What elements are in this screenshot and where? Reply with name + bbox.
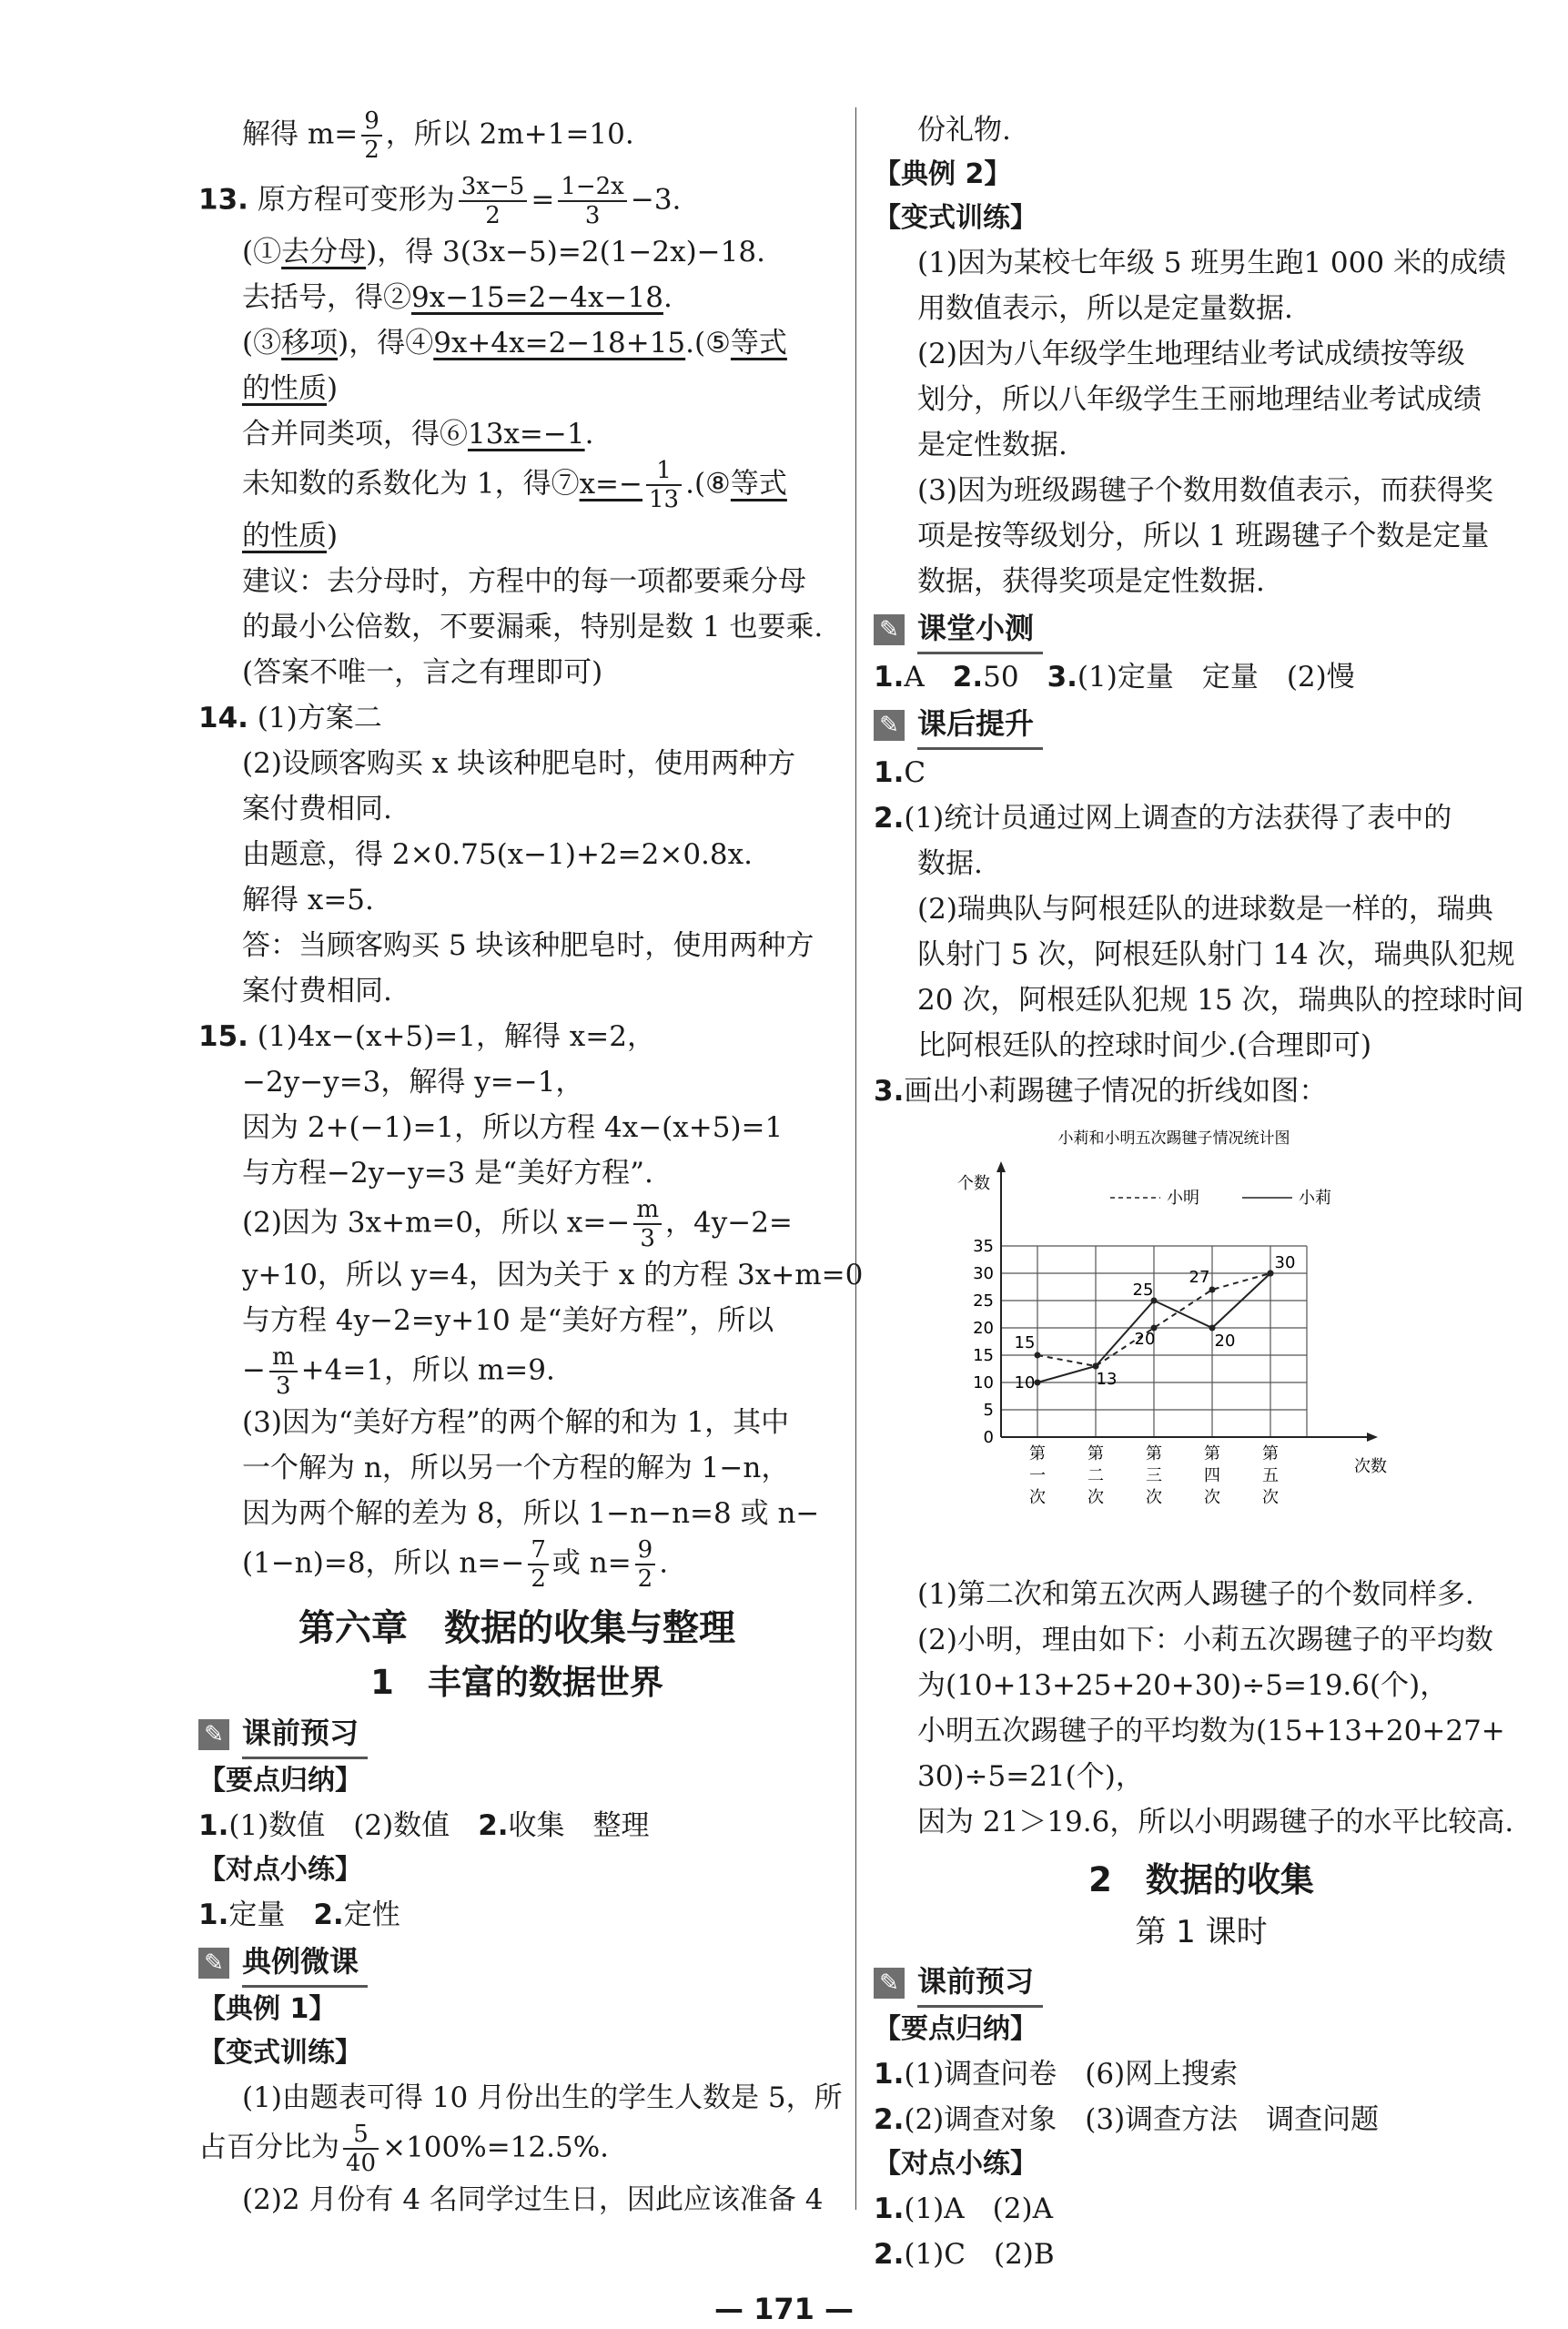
chart-title: 小莉和小明五次踢毽子情况统计图 <box>1057 1129 1290 1148</box>
q12-conclusion: 解得 m= $\frac{9}{2}$ ，所以 2m+1=10. <box>242 107 634 164</box>
section-title-2: 2 数据的收集 <box>1088 1860 1314 1899</box>
y-tick-label: 35 <box>973 1237 994 1256</box>
x-tick-label: 二 <box>1087 1466 1104 1485</box>
tag-variant-training: 【变式训练】 <box>198 2037 362 2069</box>
x-tick-label: 第 <box>1087 1444 1104 1463</box>
column-divider <box>855 107 856 2210</box>
y-tick-label: 15 <box>973 1346 994 1365</box>
section-bar-preview-2: ✎ 课前预习 <box>874 1958 1529 2008</box>
data-label: 10 <box>1014 1373 1036 1392</box>
section-title: 1 丰富的数据世界 <box>370 1663 663 1702</box>
tag-practice-2: 【对点小练】 <box>874 2148 1037 2180</box>
x-tick-label: 三 <box>1146 1466 1162 1485</box>
page-number: — 171 — <box>713 2292 855 2326</box>
pencil-icon: ✎ <box>874 1968 905 1999</box>
right-column: 份礼物. 【典例 2】 【变式训练】 (1)因为某校七年级 5 班男生跑1 000 米的成绩 用数值表示，所以是定量数据. (2)因为八年级学生地理结业考试成绩按等级 划分，所以八年级学生王丽地理结业考试成绩 是定性数据. (3)因为班级踢毽子个数用数值表示，而获得奖 项是按等级划分，所以 1 班踢毽子个数是定量 数据，获得奖项是定性数据. ✎ 课堂小测 1.A 2.50 3.(1)定量 定量 (2)慢 ✎ 课后提升 1.C 2.(1)统计员通过网上调查的方法获得了表中的 数据. (2)瑞典队与阿根廷队的进球数是一样的，瑞典 队射门 5 次，阿根廷队射门 14 次，瑞典队犯规 20 次，阿根廷队犯规 15 次，瑞典队的控球时间 比阿根廷队的控球时间少.(合理即可) 3.画出小莉踢毽子情况的折线如图： 小莉和小明五次踢毽子情况统计图 0 5 10 15 20 25 30 35 个数 次数 第 一 次 第 二 次 第 三 次 第 四 次 第 五 次 小明 小莉 15 20 27 10 13 25 20 30 (1)第二次和第五次两人踢毽子的个数同样多. (2)小明，理由如下：小莉五次踢毽子的平均数 为(10+13+25+20+30)÷5=19.6(个)， 小明五次踢毽子的平均数为(15+13+20+27+ 30)÷5=21(个)， 因为 21＞19.6，所以小明踢毽子的水平比较高. 2 数据的收集 第 1 课时 ✎ 课前预习 【要点归纳】 1.(1)调查问卷 (6)网上搜索 2.(2)调查对象 (3)调查方法 调查问题 【对点小练】 1.(1)A (2)A 2.(1)C (2)B <box>874 107 1529 2277</box>
x-tick-label: 次 <box>1146 1488 1162 1507</box>
data-label: 25 <box>1132 1281 1154 1300</box>
line-chart <box>946 1123 1529 1564</box>
y-tick-label: 5 <box>983 1401 994 1420</box>
x-axis-arrow <box>1367 1433 1378 1442</box>
x-tick-label: 第 <box>1204 1444 1220 1463</box>
x-tick-label: 第 <box>1262 1444 1279 1463</box>
x-tick-label: 次 <box>1029 1488 1046 1507</box>
legend-label: 小莉 <box>1299 1189 1331 1208</box>
tag-practice: 【对点小练】 <box>198 1854 362 1886</box>
data-label: 20 <box>1214 1332 1236 1351</box>
y-axis-arrow <box>996 1161 1006 1172</box>
legend-label: 小明 <box>1167 1189 1199 1208</box>
question-13: 13. 原方程可变形为 $\frac{3x-5}{2}$ = $\frac{1-2x}{3}$ −3. (①去分母)，得 3(3x−5)=2(1−2x)−18. 去括号，得②9x−15=2−4x−18. (③移项)，得④9x+4x=2−18+15.(⑤等式 的性质) 合并同类项，得⑥13x=−1. 未知数的系数化为 1，得⑦x=− $\frac{1}{13}$ .(⑧等式 的性质) 建议：去分母时，方程中的每一项都要乘分母 的最小公倍数，不要漏乘，特别是数 1 也要乘. (答案不唯一，言之有理即可) <box>198 173 824 689</box>
y-axis-label: 个数 <box>957 1174 990 1193</box>
question-14: 14. (1)方案二 (2)设顾客购买 x 块该种肥皂时，使用两种方 案付费相同. 由题意，得 2×0.75(x−1)+2=2×0.8x. 解得 x=5. 答：当顾客购买 5 块该种肥皂时，使用两种方 案付费相同. <box>198 702 814 1008</box>
x-tick-label: 第 <box>1146 1444 1162 1463</box>
data-point <box>1209 1287 1216 1293</box>
pencil-icon: ✎ <box>198 1719 229 1750</box>
data-point <box>1093 1363 1099 1370</box>
pencil-icon: ✎ <box>198 1948 229 1979</box>
lesson-title: 第 1 课时 <box>1135 1914 1268 1950</box>
chart-svg <box>946 1123 1420 1551</box>
left-column: 解得 m= $\frac{9}{2}$ ，所以 2m+1=10. 13. 原方程可变形为 $\frac{3x-5}{2}$ = $\frac{1-2x}{3}$ −3. (①去分母)，得 3(3x−5)=2(1−2x)−18. 去括号，得②9x−15=2−4x−18. (③移项)，得④9x+4x=2−18+15.(⑤等式 的性质) 合并同类项，得⑥13x=−1. 未知数的系数化为 1，得⑦x=− $\frac{1}{13}$ .(⑧等式 的性质) 建议：去分母时，方程中的每一项都要乘分母 的最小公倍数，不要漏乘，特别是数 1 也要乘. (答案不唯一，言之有理即可) 14. (1)方案二 (2)设顾客购买 x 块该种肥皂时，使用两种方 案付费相同. 由题意，得 2×0.75(x−1)+2=2×0.8x. 解得 x=5. 答：当顾客购买 5 块该种肥皂时，使用两种方 案付费相同. 15. (1)4x−(x+5)=1，解得 x=2， −2y−y=3，解得 y=−1， 因为 2+(−1)=1，所以方程 4x−(x+5)=1 与方程−2y−y=3 是“美好方程”. (2)因为 3x+m=0，所以 x=− $\frac{m}{3}$ ，4y−2= y+10，所以 y=4，因为关于 x 的方程 3x+m=0 与方程 4y−2=y+10 是“美好方程”，所以 − $\frac{m}{3}$ +4=1，所以 m=9. (3)因为“美好方程”的两个解的和为 1，其中 一个解为 n，所以另一个方程的解为 1−n， 因为两个解的差为 8，所以 1−n−n=8 或 n− (1−n)=8，所以 n=− $\frac{7}{2}$ 或 n= $\frac{9}{2}$ . 第六章 数据的收集与整理 1 丰富的数据世界 ✎ 课前预习 【要点归纳】 1.(1)数值 (2)数值 2.收集 整理 【对点小练】 1.定量 2.定性 ✎ 典例微课 【典例 1】 【变式训练】 (1)由题表可得 10 月份出生的学生人数是 5，所 占百分比为 $\frac{5}{40}$ ×100%=12.5%. (2)2 月份有 4 名同学过生日，因此应该准备 4 <box>198 107 864 2216</box>
section-bar-preview: ✎ 课前预习 <box>198 1709 835 1759</box>
x-axis-label: 次数 <box>1354 1457 1387 1476</box>
x-tick-label: 五 <box>1262 1466 1279 1485</box>
y-tick-label: 30 <box>973 1264 994 1283</box>
data-point <box>1268 1271 1274 1277</box>
question-15: 15. (1)4x−(x+5)=1，解得 x=2， −2y−y=3，解得 y=−1， 因为 2+(−1)=1，所以方程 4x−(x+5)=1 与方程−2y−y=3 是“美好方程”. (2)因为 3x+m=0，所以 x=− $\frac{m}{3}$ ，4y−2= y+10，所以 y=4，因为关于 x 的方程 3x+m=0 与方程 4y−2=y+10 是“美好方程”，所以 − $\frac{m}{3}$ +4=1，所以 m=9. (3)因为“美好方程”的两个解的和为 1，其中 一个解为 n，所以另一个方程的解为 1−n， 因为两个解的差为 8，所以 1−n−n=8 或 n− (1−n)=8，所以 n=− $\frac{7}{2}$ 或 n= $\frac{9}{2}$ . <box>198 1020 864 1593</box>
tag-example-2: 【典例 2】 <box>874 158 1012 190</box>
data-label: 27 <box>1189 1268 1210 1287</box>
y-tick-label: 25 <box>973 1291 994 1311</box>
pencil-icon: ✎ <box>874 614 905 645</box>
tag-key-points: 【要点归纳】 <box>198 1765 362 1797</box>
x-tick-label: 一 <box>1029 1466 1046 1485</box>
x-tick-label: 次 <box>1087 1488 1104 1507</box>
data-label: 13 <box>1096 1370 1118 1389</box>
y-tick-label: 20 <box>973 1319 994 1338</box>
x-tick-label: 次 <box>1262 1488 1279 1507</box>
x-tick-label: 第 <box>1029 1444 1046 1463</box>
section-bar-improve: ✎ 课后提升 <box>874 700 1529 750</box>
pencil-icon: ✎ <box>874 710 905 741</box>
data-point <box>1035 1352 1041 1359</box>
data-label: 30 <box>1274 1253 1296 1272</box>
y-tick-label: 10 <box>973 1373 994 1392</box>
x-tick-label: 次 <box>1204 1488 1220 1507</box>
data-label: 20 <box>1134 1330 1156 1349</box>
x-tick-label: 四 <box>1204 1466 1220 1485</box>
section-bar-example: ✎ 典例微课 <box>198 1938 835 1988</box>
data-label: 15 <box>1014 1333 1036 1352</box>
tag-key-points-2: 【要点归纳】 <box>874 2013 1037 2045</box>
section-bar-quiz: ✎ 课堂小测 <box>874 604 1529 654</box>
data-point <box>1035 1380 1041 1386</box>
tag-variant-training-2: 【变式训练】 <box>874 202 1037 234</box>
data-point <box>1209 1325 1216 1332</box>
chapter-title: 第六章 数据的收集与整理 <box>298 1607 735 1649</box>
tag-example-1: 【典例 1】 <box>198 1993 337 2025</box>
y-tick-label: 0 <box>983 1428 994 1447</box>
